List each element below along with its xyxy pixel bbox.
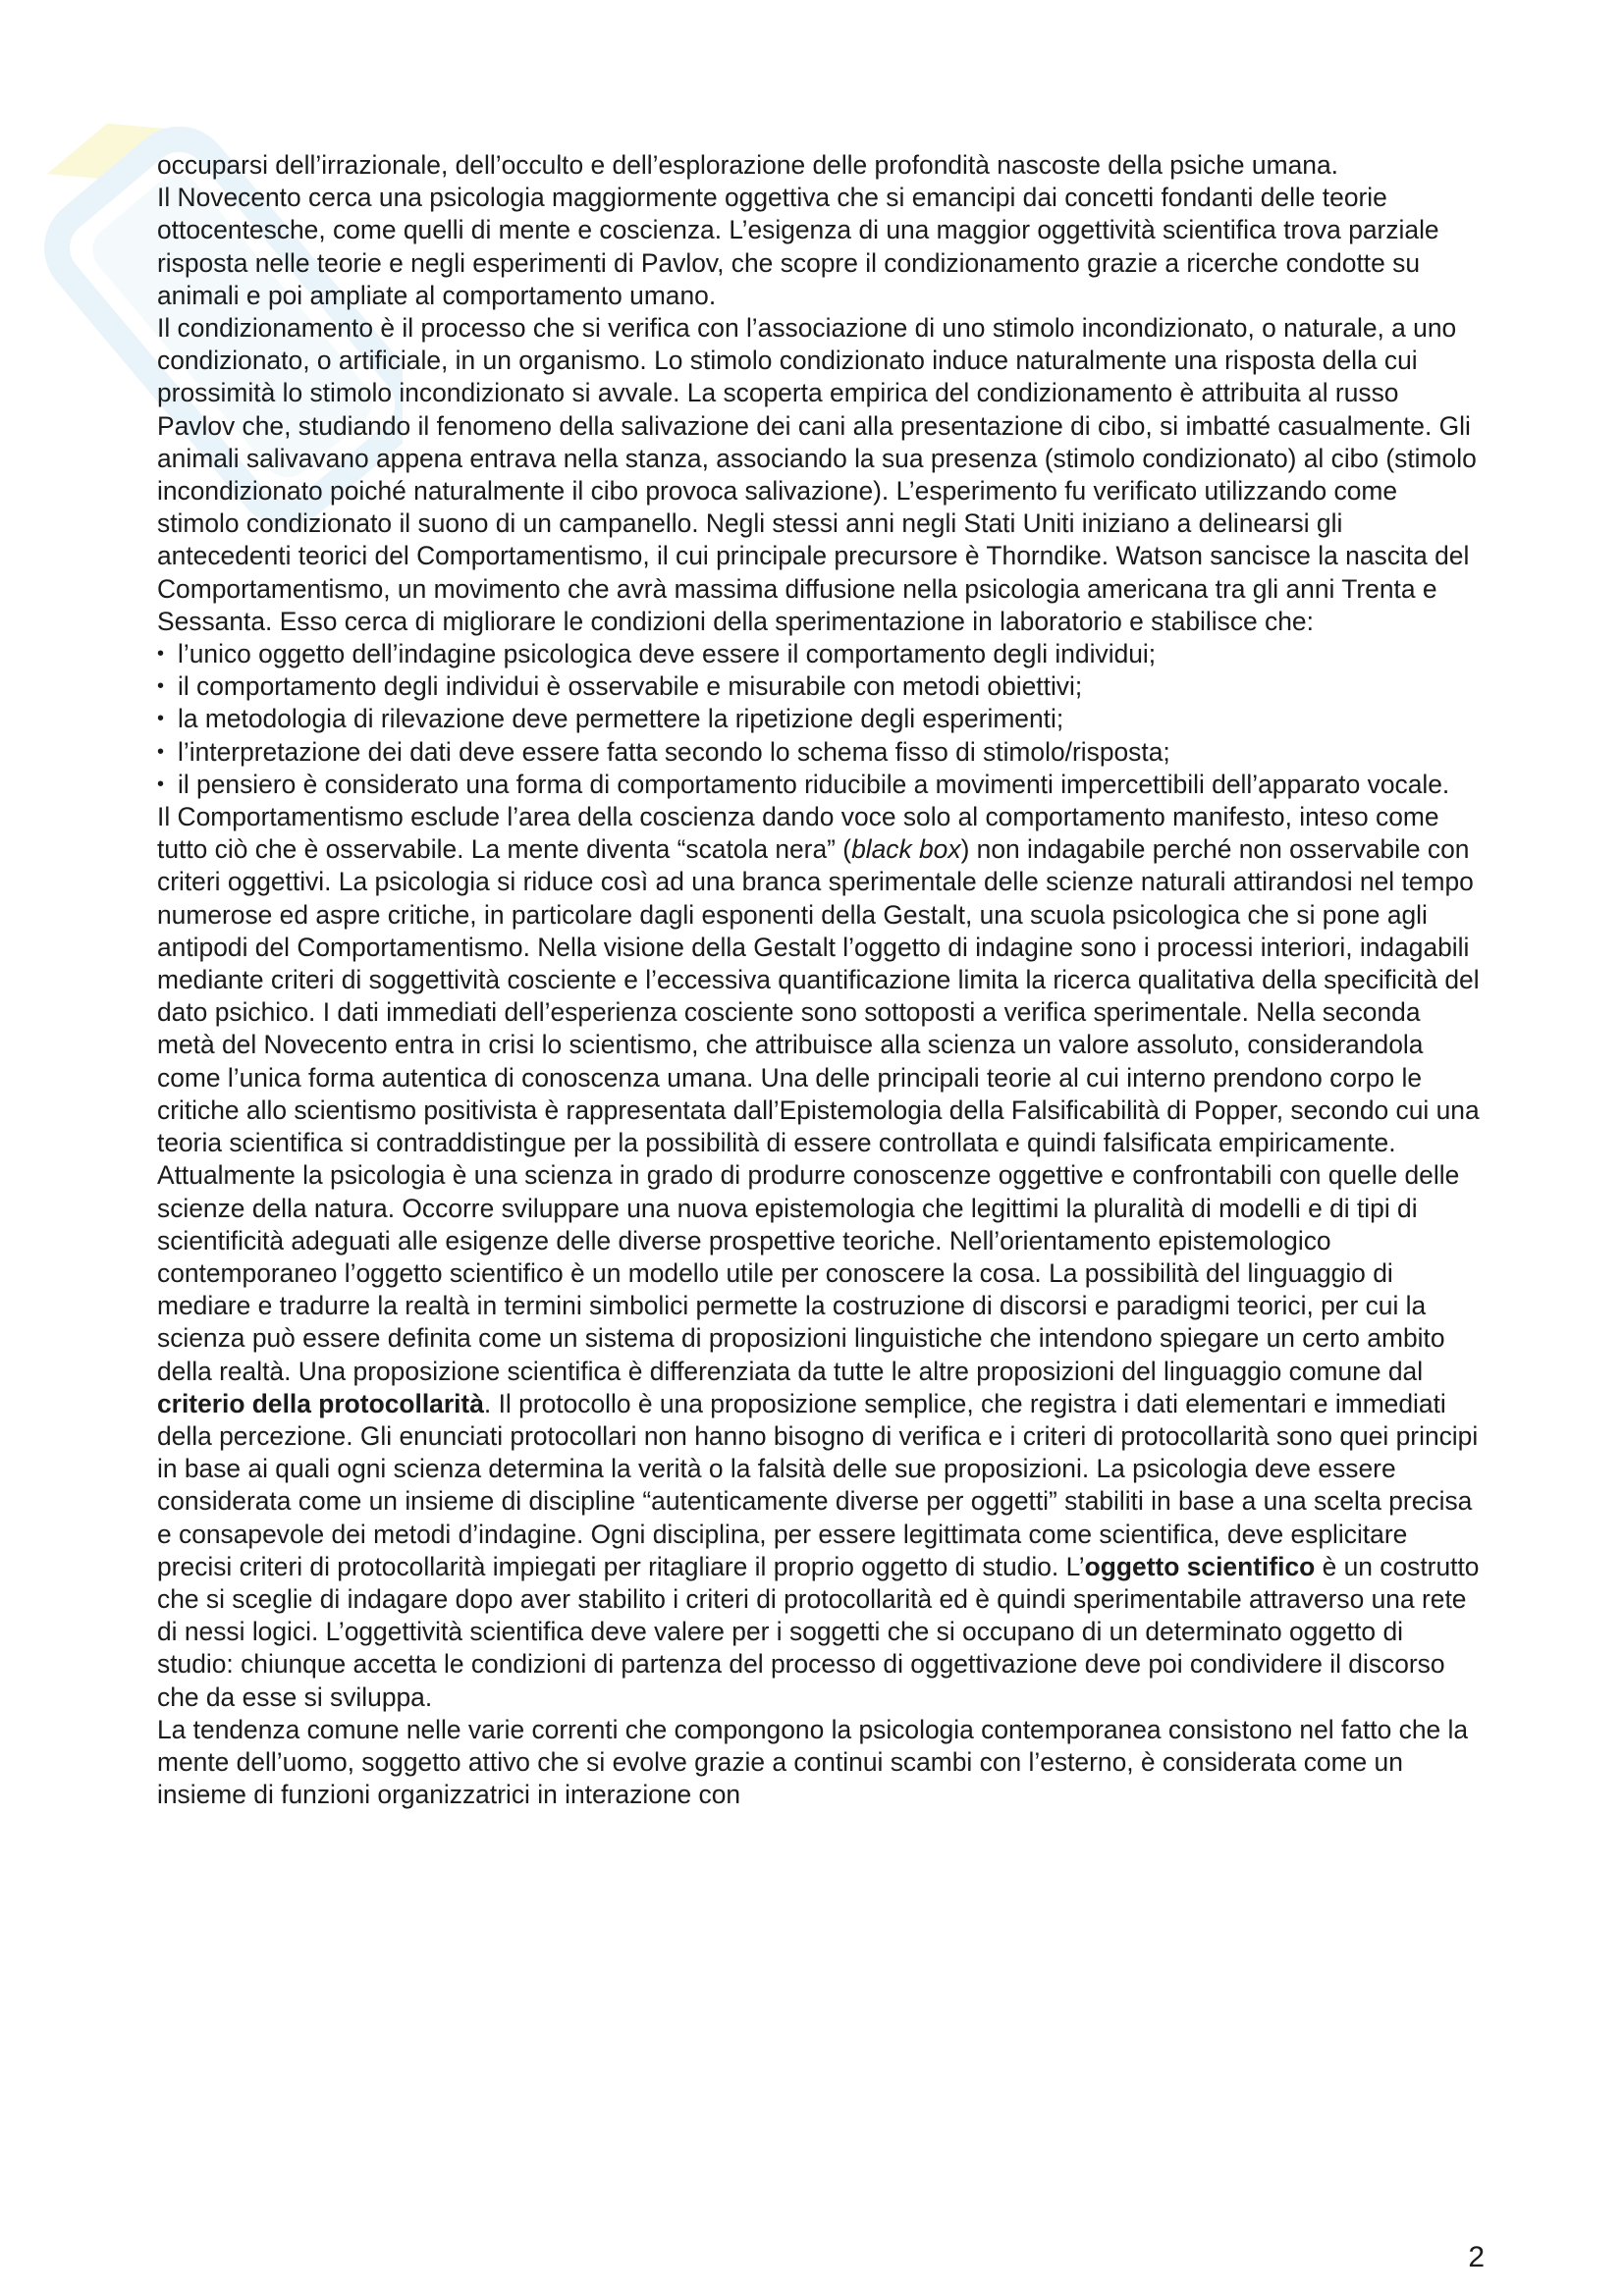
italic-term-black-box: black box <box>851 834 961 865</box>
list-item: • il comportamento degli individui è osservabile e misurabile con metodi obiettivi; <box>157 670 1483 703</box>
paragraph-condizionamento: Il condizionamento è il processo che si verifica con l’associazione di uno stimolo incondizionato, o naturale, a uno condizionato, o artificiale, in un organismo. Lo stimolo condizionato induce naturalmente una risposta della cui prossimità lo stimolo incondizionato si avvale. La scoperta empirica del condizionamento è attribuita al russo Pavlov che, studiando il fenomeno della salivazione dei cani alla presentazione di cibo, si imbatté casualmente. Gli animali salivavano appena entrava nella stanza, associando la sua presenza (stimolo condizionato) al cibo (stimolo incondizionato poiché naturalmente il cibo provoca salivazione). L’esperimento fu verificato utilizzando come stimolo condizionato il suono di un campanello. Negli stessi anni negli Stati Uniti iniziano a delinearsi gli antecedenti teorici del Comportamentismo, il cui principale precursore è Thorndike. Watson sancisce la nascita del Comportamentismo, un movimento che avrà massima diffusione nella psicologia americana tra gli anni Trenta e Sessanta. Esso cerca di migliorare le condizioni della sperimentazione in laboratorio e stabilisce che: <box>157 313 1477 636</box>
paragraph-novecento: Il Novecento cerca una psicologia maggiormente oggettiva che si emancipi dai concetti fondanti delle teorie ottocentesche, come quelli di mente e coscienza. L’esigenza di una maggior oggettività scientifica trova parziale risposta nelle teorie e negli esperimenti di Pavlov, che scopre il condizionamento grazie a ricerche condotte su animali e poi ampliate al comportamento umano. <box>157 183 1439 310</box>
bold-term-oggetto-scientifico: oggetto scientifico <box>1084 1551 1316 1581</box>
paragraph-tendenza: La tendenza comune nelle varie correnti che compongono la psicologia contemporanea consistono nel fatto che la mente dell’uomo, soggetto attivo che si evolve grazie a continui scambi con l’esterno, è considerata come un insieme di funzioni organizzatrici in interazione con <box>157 1714 1469 1810</box>
list-item: • il pensiero è considerato una forma di comportamento riducibile a movimenti impercettibili dell’apparato vocale. <box>157 769 1483 801</box>
page-number: 2 <box>1468 2241 1485 2273</box>
text-run: Attualmente la psicologia è una scienza in grado di produrre conoscenze oggettive e confrontabili con quelle delle scienze della natura. Occorre sviluppare una nuova epistemologia che legittimi la pluralità di modelli e di tipi di scientificità adeguati alle esigenze delle diverse prospettive teoriche. Nell’orientamento epistemologico contemporaneo l’oggetto scientifico è un modello utile per conoscere la cosa. La possibilità del linguaggio di mediare e tradurre la realtà in termini simbolici permette la costruzione di discorsi e paradigmi teorici, per cui la scienza può essere definita come un sistema di proposizioni linguistiche che intendono spiegare un certo ambito della realtà. Una proposizione scientifica è differenziata da tutte le altre proposizioni del linguaggio comune dal <box>157 1160 1460 1386</box>
paragraph-comportamentismo <box>157 801 1483 1159</box>
list-item: • l’interpretazione dei dati deve essere fatta secondo lo schema fisso di stimolo/risposta; <box>157 736 1483 769</box>
text-run: ) non indagabile perché non osservabile con criteri oggettivi. La psicologia si riduce così ad una branca sperimentale delle scienze naturali attirandosi nel tempo numerose ed aspre critiche, in particolare dagli esponenti della Gestalt, una scuola psicologica che si pone agli antipodi del Comportamentismo. Nella visione della Gestalt l’oggetto di indagine sono i processi interiori, indagabili mediante criteri di soggettività cosciente e l’eccessiva quantificazione limita la ricerca qualitativa della specificità del dato psichico. I dati immediati dell’esperienza cosciente sono sottoposti a verifica sperimentale. Nella seconda metà del Novecento entra in crisi lo scientismo, che attribuisce alla scienza un valore assoluto, considerandola come l’unica forma autentica di conoscenza umana. Una delle principali teorie al cui interno prendono corpo le critiche allo scientismo positivista è rappresentata dall’Epistemologia della Falsificabilità di Popper, secondo cui una teoria scientifica si contraddistingue per la possibilità di essere controllata e quindi falsificata empiricamente. <box>157 834 1480 1158</box>
list-item: • la metodologia di rilevazione deve permettere la ripetizione degli esperimenti; <box>157 703 1483 735</box>
behaviorism-principles-list <box>157 638 1483 801</box>
paragraph-epistemologia <box>157 1159 1483 1713</box>
text-run: Il Comportamentismo esclude l’area della coscienza dando voce solo al comportamento manifesto, inteso come tutto ciò che è osservabile. La mente diventa “scatola nera” ( <box>157 802 1439 865</box>
bold-term-protocollarita: criterio della protocollarità <box>157 1388 484 1418</box>
text-run: . Il protocollo è una proposizione semplice, che registra i dati elementari e immediati della percezione. Gli enunciati protocollari non hanno bisogno di verifica e i criteri di protocollarità sono quei principi in base ai quali ogni scienza determina la verità o la falsità delle sue proposizioni. La psicologia deve essere considerata come un insieme di discipline “autenticamente diverse per oggetti” stabiliti in base a una scelta precisa e consapevole dei metodi d’indagine. Ogni disciplina, per essere legittimata come scientifica, deve esplicitare precisi criteri di protocollarità impiegati per ritagliare il proprio oggetto di studio. L’ <box>157 1388 1479 1581</box>
list-item: • l’unico oggetto dell’indagine psicologica deve essere il comportamento degli individui; <box>157 638 1483 670</box>
text-run: è un costrutto che si sceglie di indagare dopo aver stabilito i criteri di protocollarità ed è quindi sperimentabile attraverso una rete di nessi logici. L’oggettività scientifica deve valere per i soggetti che si occupano di un determinato oggetto di studio: chiunque accetta le condizioni di partenza del processo di oggettivazione deve poi condividere il discorso che da esse si sviluppa. <box>157 1551 1480 1712</box>
document-body <box>157 149 1483 1811</box>
paragraph-intro: occuparsi dell’irrazionale, dell’occulto e dell’esplorazione delle profondità nascoste della psiche umana. <box>157 150 1338 180</box>
